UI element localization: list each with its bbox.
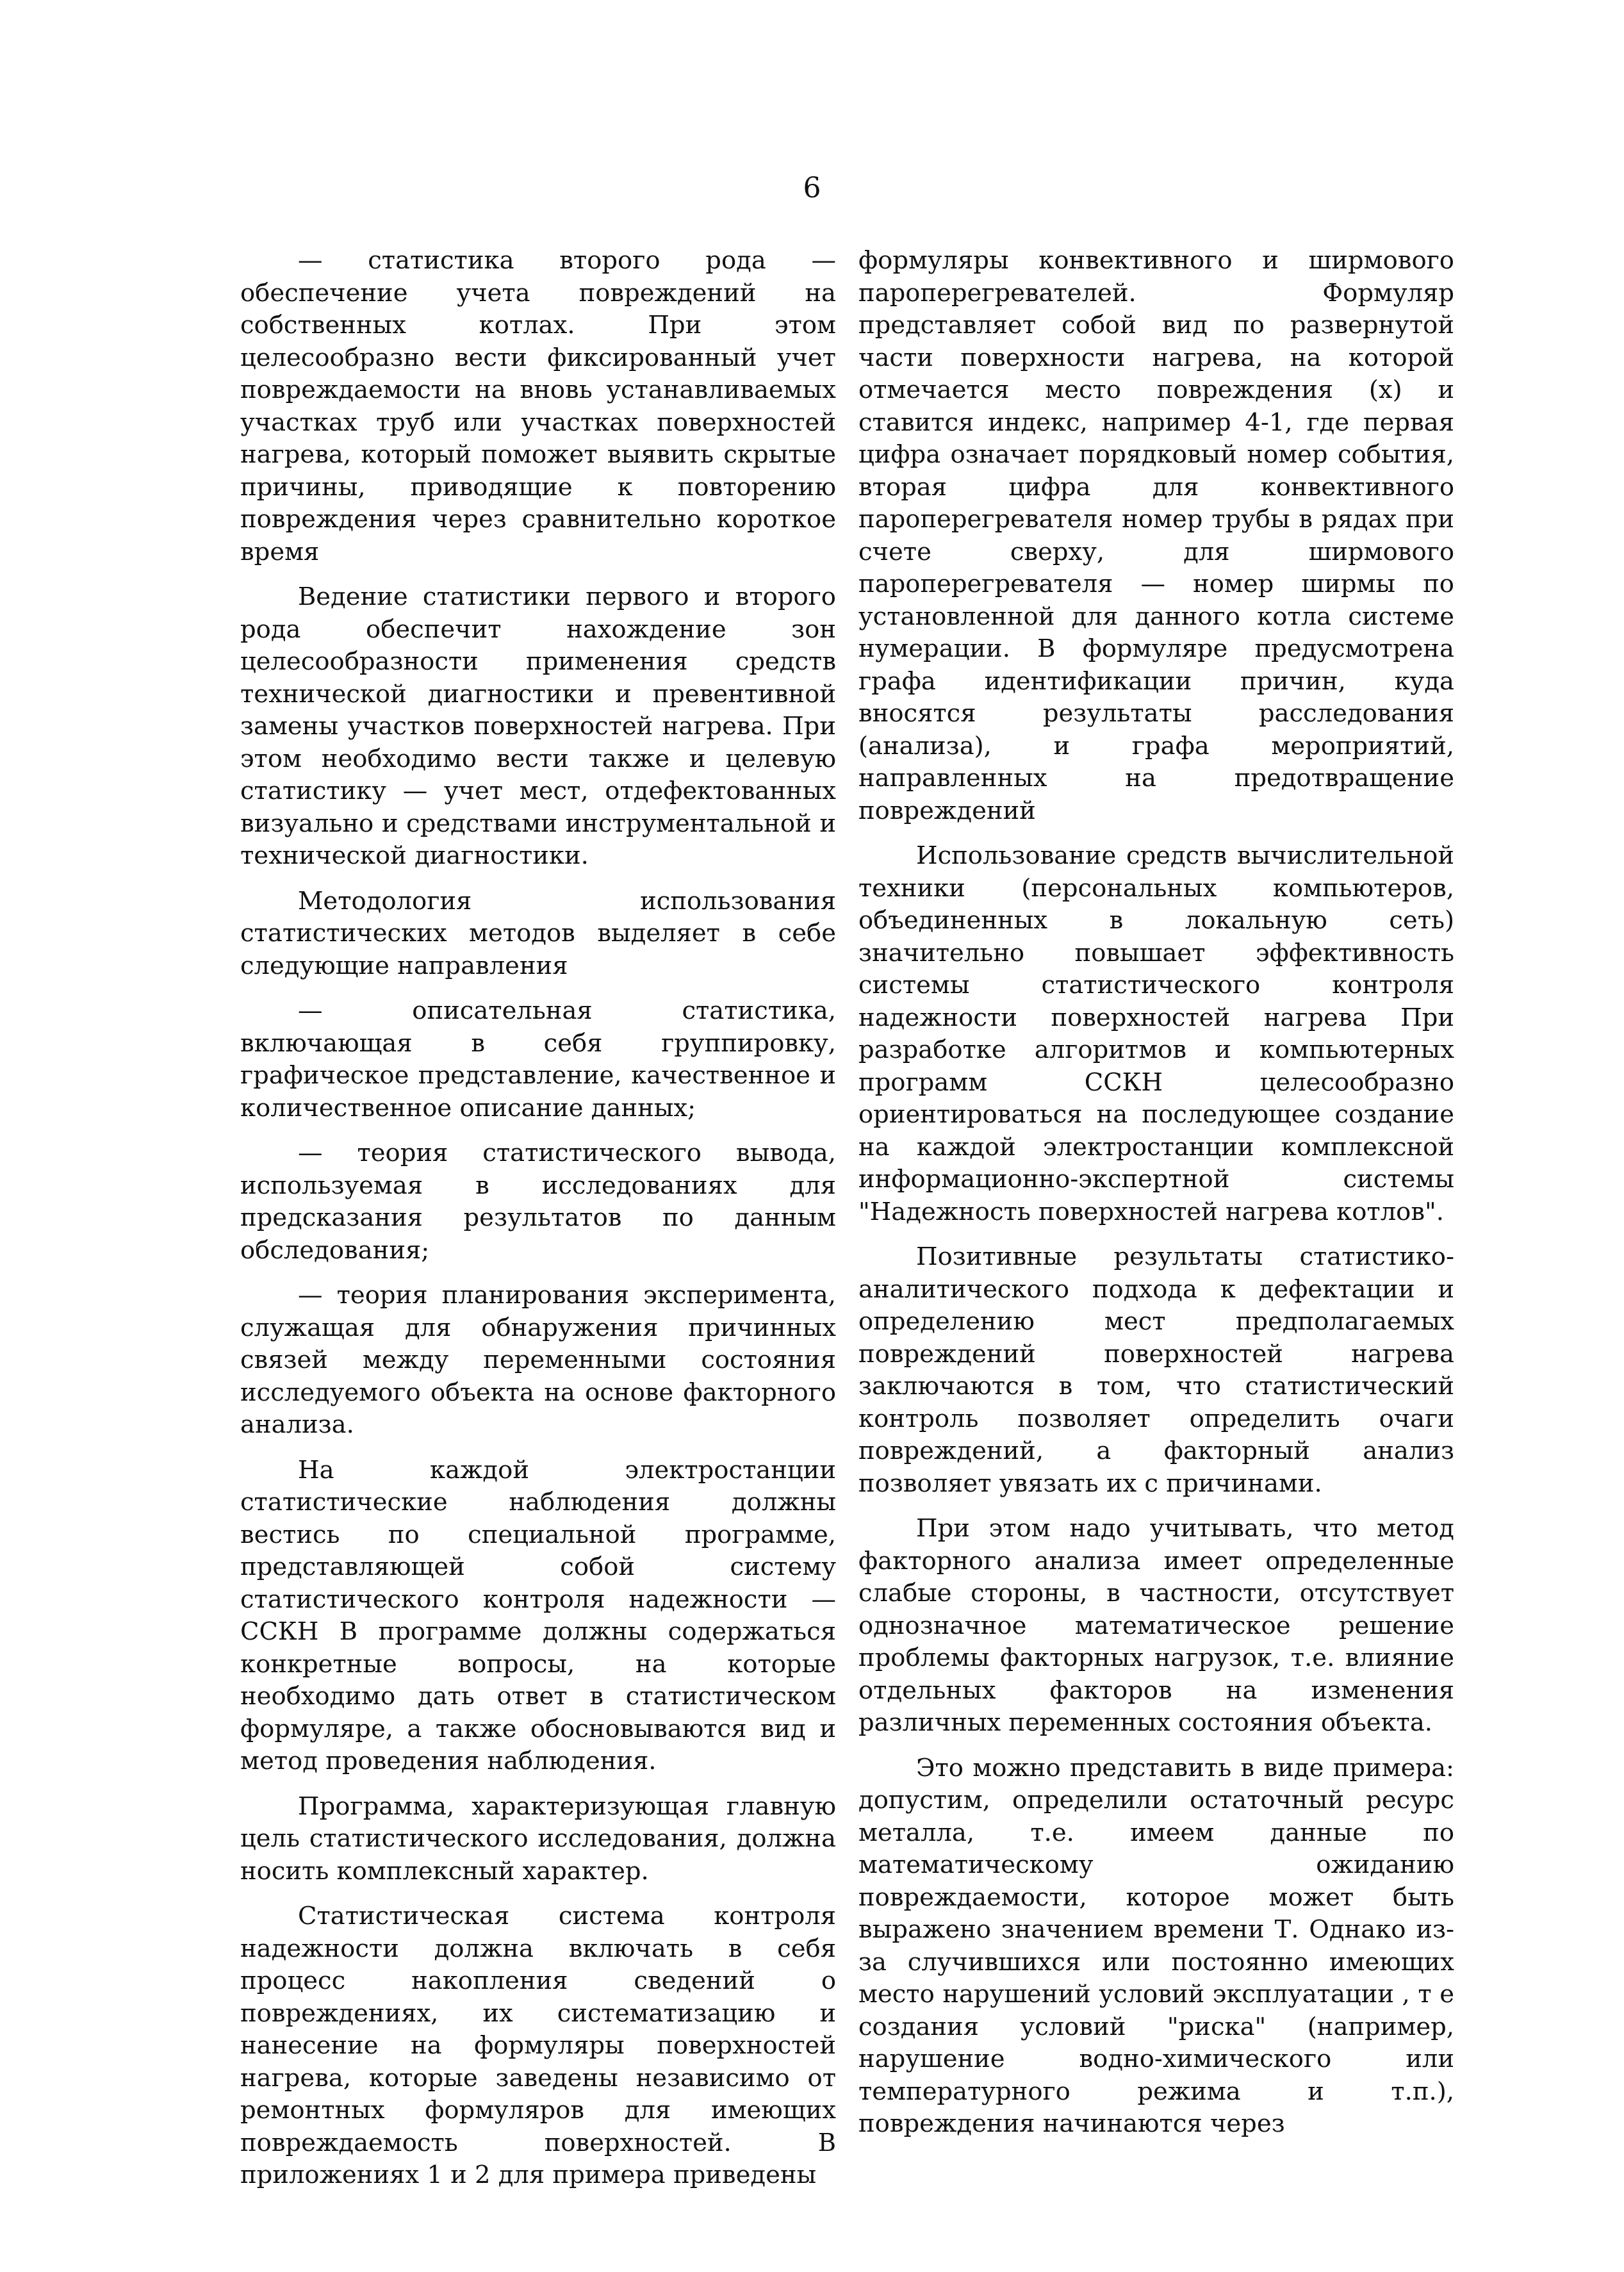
paragraph: — описательная статистика, включающая в себя группировку, графическое представление, качественное и количественное описание данных; [240, 996, 836, 1123]
paragraph: На каждой электростанции статистические наблюдения должны вестись по специальной программе, представляющей собой систему статистического контроля надежности — ССКН В программе должны содержаться конкретные вопросы, на которые необходимо дать ответ в статистическом формуляре, а также обосновываются вид и метод проведения наблюдения. [240, 1455, 836, 1775]
paragraph: Использование средств вычислительной техники (персональных компьютеров, объединенных в локальную сеть) значительно повышает эффективность системы статистического контроля надежности поверхностей нагрева При разработке алгоритмов и компьютерных программ ССКН целесообразно ориентироваться на последующее создание на каждой электростанции комплексной информационно-экспертной системы "Надежность поверхностей нагрева котлов". [858, 841, 1454, 1226]
paragraph: При этом надо учитывать, что метод факторного анализа имеет определенные слабые стороны, в частности, отсутствует однозначное математическое решение проблемы факторных нагрузок, т.е. влияние отдельных факторов на изменения различных переменных состояния объекта. [858, 1514, 1454, 1737]
paragraph: Позитивные результаты статистико-аналитического подхода к дефектации и определению мест предполагаемых повреждений поверхностей нагрева заключаются в том, что статистический контроль позволяет определить очаги повреждений, а факторный анализ позволяет увязать их с причинами. [858, 1242, 1454, 1498]
paragraph: формуляры конвективного и ширмового пароперегревателей. Формуляр представляет собой вид по развернутой части поверхности нагрева, на которой отмечается место повреждения (x) и ставится индекс, например 4-1, где первая цифра означает порядковый номер события, вторая цифра для конвективного пароперегревателя номер трубы в рядах при счете сверху, для ширмового пароперегревателя — номер ширмы по установленной для данного котла системе нумерации. В формуляре предусмотрена графа идентификации причин, куда вносятся результаты расследования (анализа), и графа мероприятий, направленных на предотвращение повреждений [858, 246, 1454, 825]
page-number: 6 [803, 172, 821, 204]
paragraph: Это можно представить в виде примера: допустим, определили остаточный ресурс металла, т.е. имеем данные по математическому ожиданию повреждаемости, которое может быть выражено значением времени Т. Однако из-за случившихся или постоянно имеющих место нарушений условий эксплуатации , т е создания условий "риска" (например, нарушение водно-химического или температурного режима и т.п.), повреждения начинаются через [858, 1753, 1454, 2138]
paragraph: Ведение статистики первого и второго рода обеспечит нахождение зон целесообразности применения средств технической диагностики и превентивной замены участков поверхностей нагрева. При этом необходимо вести также и целевую статистику — учет мест, отдефектованных визуально и средствами инструментальной и технической диагностики. [240, 582, 836, 870]
paragraph: — статистика второго рода — обеспечение учета повреждений на собственных котлах. При этом целесообразно вести фиксированный учет повреждаемости на вновь устанавливаемых участках труб или участках поверхностей нагрева, который поможет выявить скрытые причины, приводящие к повторению повреждения через сравнительно короткое время [240, 246, 836, 566]
paragraph: Статистическая система контроля надежности должна включать в себя процесс накопления сведений о повреждениях, их систематизацию и нанесение на формуляры поверхностей нагрева, которые заведены независимо от ремонтных формуляров для имеющих повреждаемость поверхностей. В приложениях 1 и 2 для примера приведены [240, 1902, 836, 2189]
left-column [240, 245, 836, 2205]
right-column [858, 245, 1454, 2153]
paragraph: — теория планирования эксперимента, служащая для обнаружения причинных связей между переменными состояния исследуемого объекта на основе факторного анализа. [240, 1281, 836, 1439]
paragraph: — теория статистического вывода, используемая в исследованиях для предсказания результатов по данным обследования; [240, 1139, 836, 1265]
paragraph: Программа, характеризующая главную цель статистического исследования, должна носить комплексный характер. [240, 1791, 836, 1886]
paragraph: Методология использования статистических методов выделяет в себе следующие направления [240, 886, 836, 980]
